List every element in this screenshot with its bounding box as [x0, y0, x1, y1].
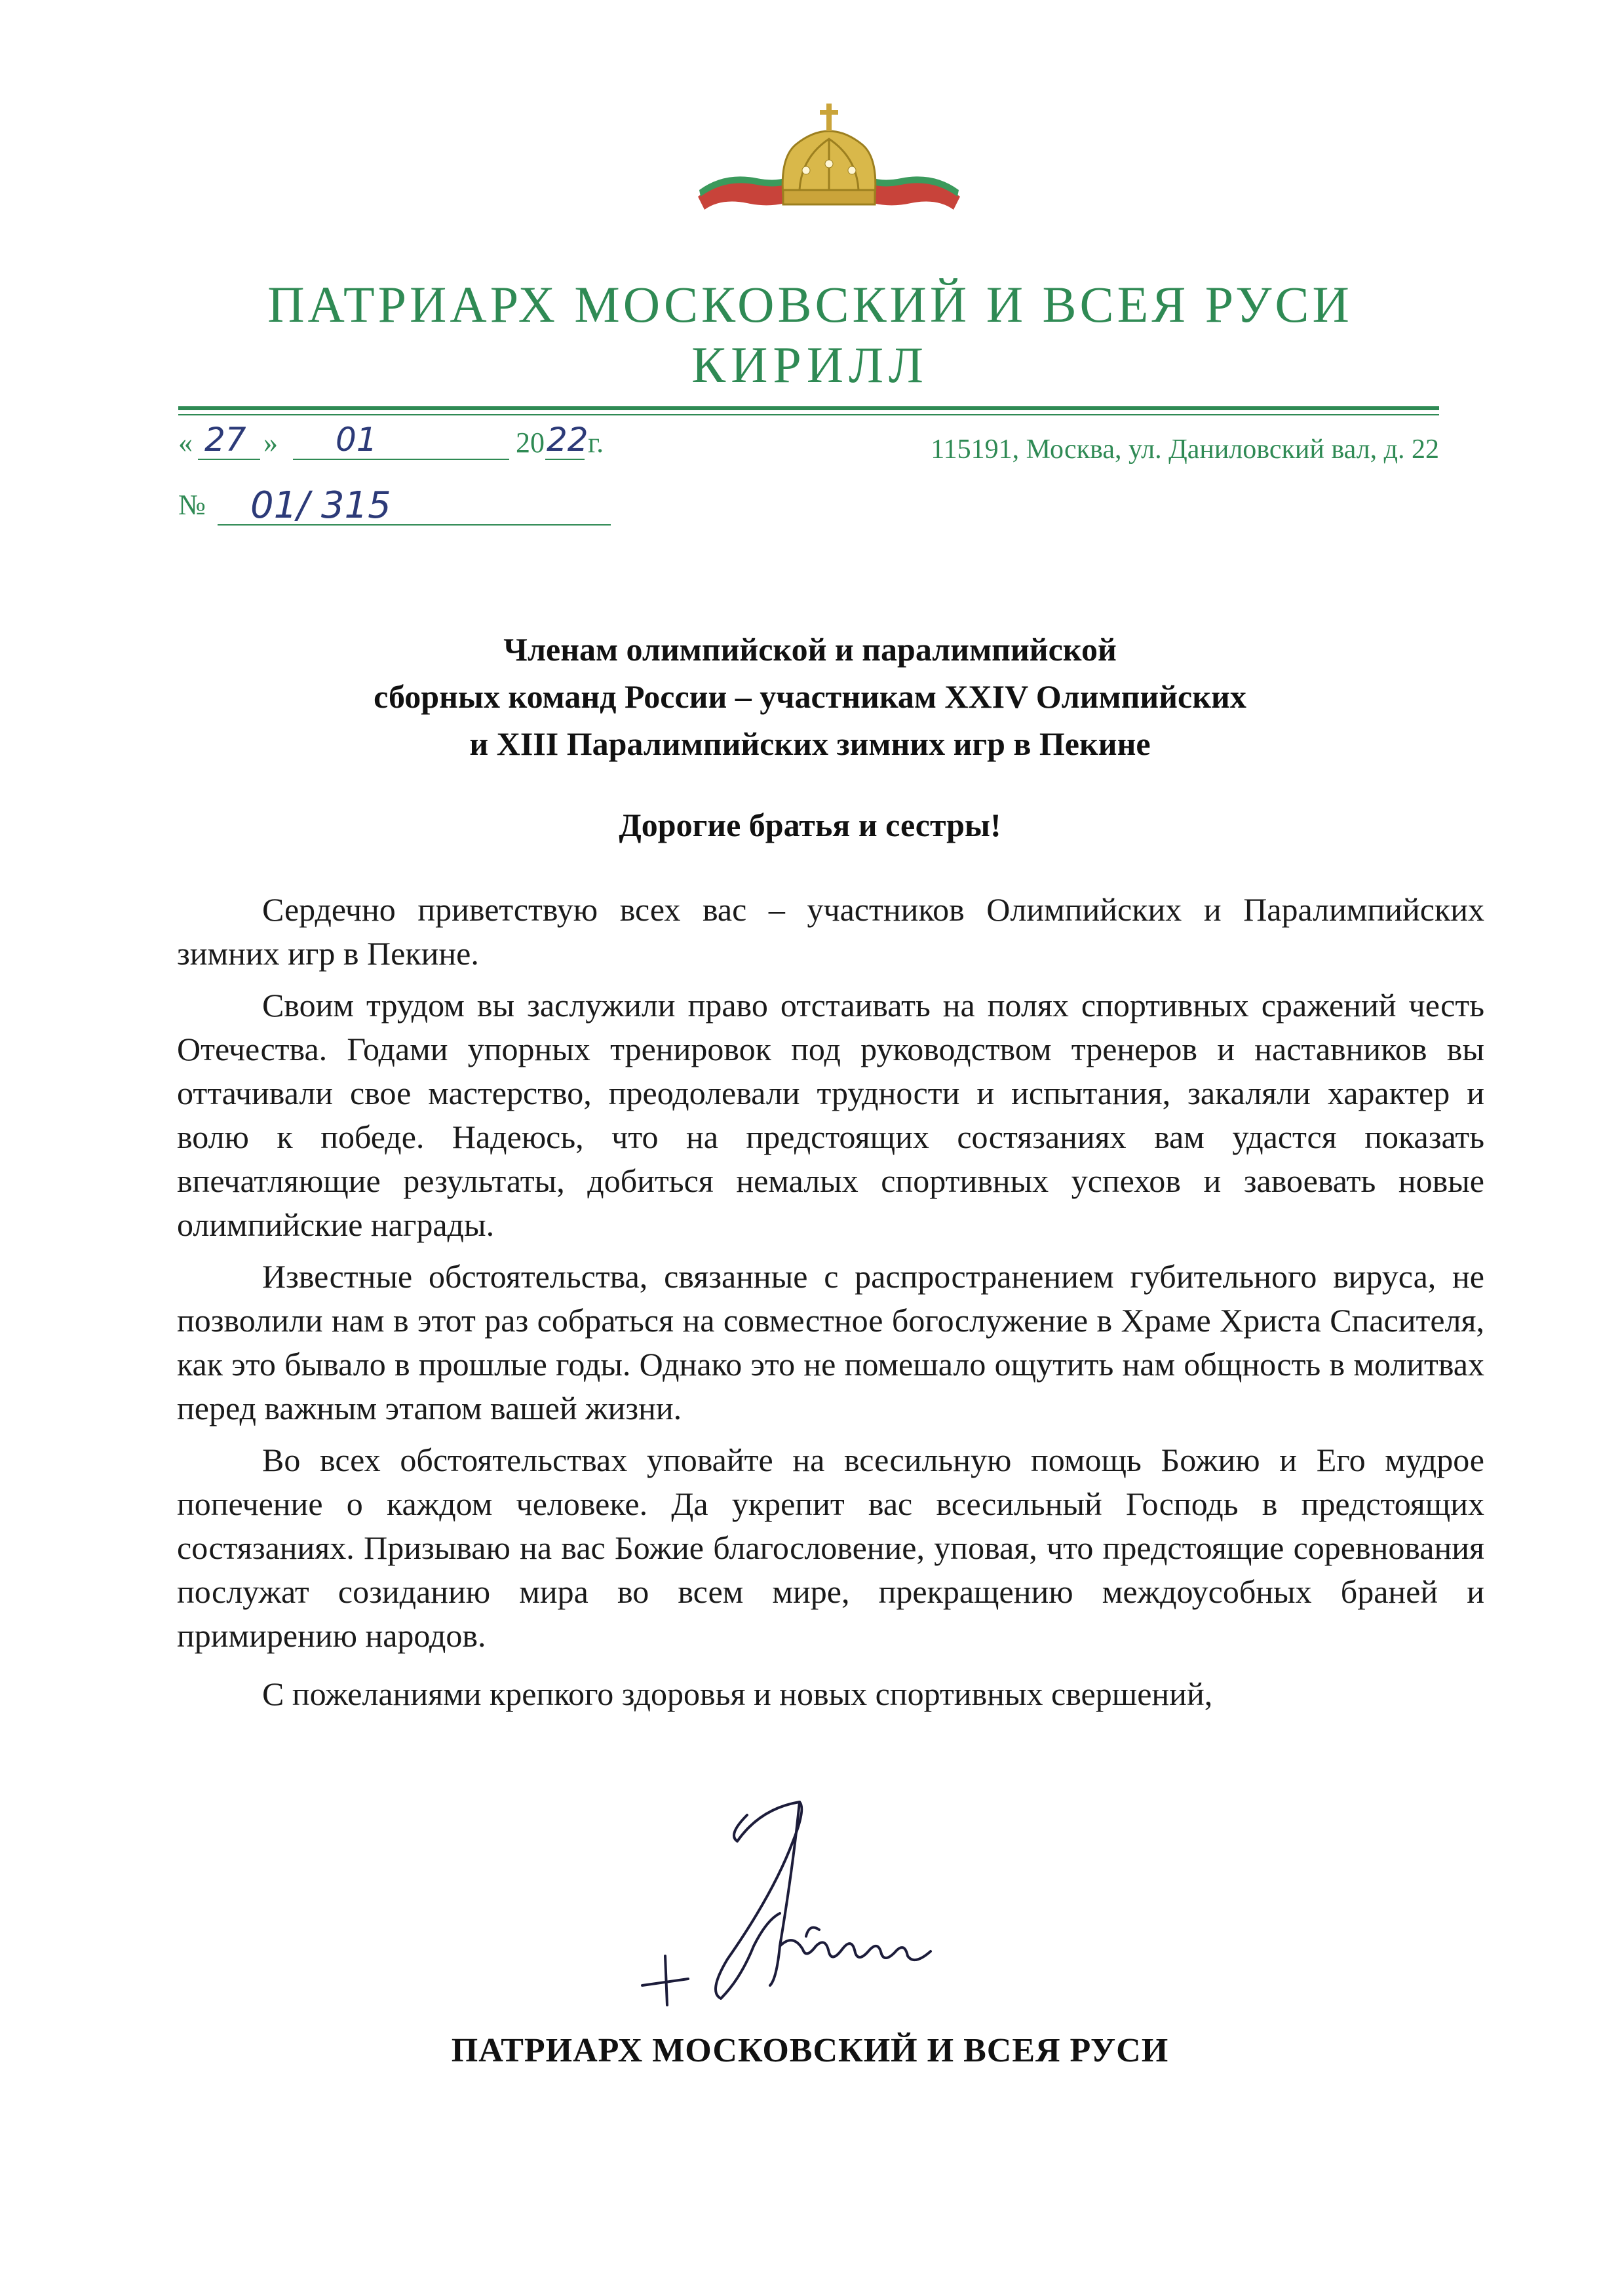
- date-line: [178, 421, 650, 478]
- handwritten-signature-icon: [629, 1789, 970, 2025]
- crown-emblem-icon: [685, 98, 973, 223]
- paragraph: Известные обстоятельства, связанные с распространением губительного вируса, не позволили нам в этот раз собраться на совместное богослужение в Храме Христа Спасителя, как это бывало в прошлые годы. Однако это не помешало ощутить нам общность в молитвах перед важным этапом вашей жизни.: [177, 1258, 1484, 1426]
- date-month: 01: [336, 421, 377, 459]
- letter-body: [177, 888, 1484, 1724]
- closing-line: С пожеланиями крепкого здоровья и новых спортивных свершений,: [262, 1675, 1213, 1712]
- signature-title: ПАТРИАРХ МОСКОВСКИЙ И ВСЕЯ РУСИ: [451, 2032, 1169, 2069]
- address: 115191, Москва, ул. Даниловский вал, д. 22: [931, 434, 1439, 465]
- greeting: Дорогие братья и сестры!: [619, 807, 1001, 843]
- date-open-quote: «: [178, 427, 193, 459]
- date-year-prefix: 20: [516, 427, 545, 459]
- paragraph: Своим трудом вы заслужили право отстаивать на полях спортивных сражений честь Отечества. Годами упорных тренировок под руководством тренеров и наставников вы оттачивали свое мастерство, преодолевали трудности и испытания, закаляли характер и волю к победе. Надеюсь, что на предстоящих состязаниях вам удастся показать впечатляющие результаты, добиться немалых спортивных успехов и завоевать новые олимпийские награды.: [177, 987, 1484, 1243]
- document-number-row: [178, 484, 637, 541]
- paragraph: Во всех обстоятельствах уповайте на всесильную помощь Божию и Его мудрое попечение о каждом человеке. Да укрепит вас всесильный Господь в предстоящих состязаниях. Призываю на вас Божие благословение, уповая, что предстоящие соревнования послужат созиданию мира во всем мире, прекращению междоусобных браней и примирению народов.: [177, 1442, 1484, 1654]
- date-year-suffix: 22: [547, 421, 588, 459]
- number-value: 01/ 315: [250, 484, 391, 527]
- date-day: 27: [204, 421, 246, 459]
- letterhead-divider-thin: [178, 414, 1439, 415]
- letterhead-title: ПАТРИАРХ МОСКОВСКИЙ И ВСЕЯ РУСИ: [267, 276, 1353, 333]
- heading-line-3: и XIII Паралимпийских зимних игр в Пекине: [469, 725, 1151, 762]
- date-close-quote: »: [263, 427, 278, 459]
- paragraph: Сердечно приветствую всех вас – участников Олимпийских и Паралимпийских зимних игр в Пекине.: [177, 891, 1484, 972]
- heading-line-2: сборных команд России – участникам XXIV Олимпийских: [374, 678, 1246, 715]
- heading-line-1: Членам олимпийской и паралимпийской: [503, 631, 1117, 668]
- date-year-label: г.: [588, 427, 604, 459]
- letterhead-divider: [178, 406, 1439, 410]
- letterhead-name: КИРИЛЛ: [691, 336, 929, 393]
- number-label: №: [178, 489, 206, 521]
- addressee-heading: [0, 626, 1620, 767]
